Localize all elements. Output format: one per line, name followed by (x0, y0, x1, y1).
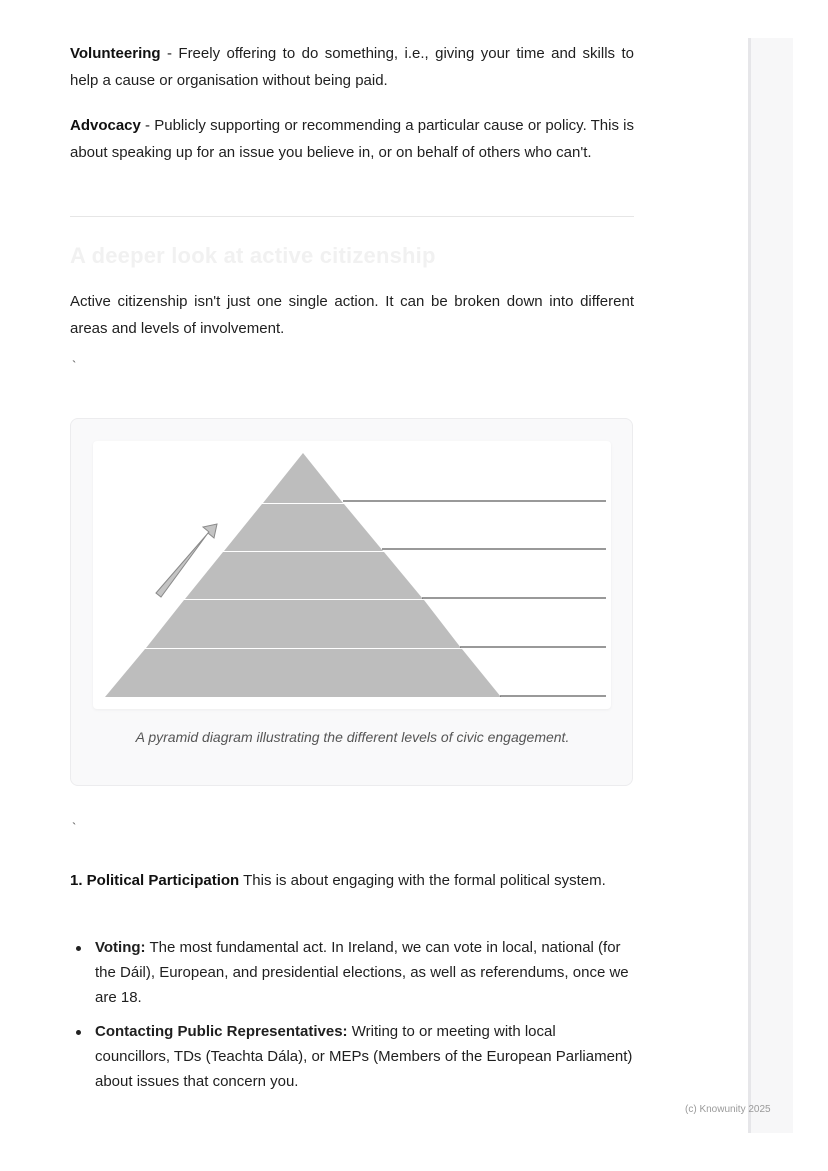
political-bullet-list (70, 935, 634, 1103)
list-item (70, 935, 634, 1010)
political-text: This is about engaging with the formal political system. (239, 872, 606, 889)
stray-tick: ` (72, 358, 77, 373)
bullet-term: Voting: (95, 939, 146, 956)
definition-term: Advocacy (70, 117, 141, 134)
definition-advocacy (70, 112, 634, 166)
copyright-footer: (c) Knowunity 2025 (685, 1104, 771, 1115)
pyramid-level-3 (185, 552, 423, 599)
list-item (70, 1019, 634, 1094)
bullet-text: The most fundamental act. In Ireland, we can vote in local, national (for the Dáil), European, and presidential elections, as well as referendums, once we are 18. (95, 939, 629, 1006)
stray-tick: ` (72, 820, 77, 835)
pyramid-level-4 (146, 600, 461, 648)
pyramid-level-1 (263, 453, 343, 503)
pyramid-diagram-panel (93, 441, 611, 709)
figure-caption: A pyramid diagram illustrating the different levels of civic engagement. (135, 729, 570, 745)
section-divider (70, 216, 634, 217)
definition-text: - Publicly supporting or recommending a particular cause or policy. This is about speaking up for an issue you believe in, or on behalf of others who can't. (70, 117, 634, 161)
section-intro: Active citizenship isn't just one single action. It can be broken down into different areas and levels of involvement. (70, 293, 634, 337)
pyramid-diagram (93, 441, 611, 709)
page-sidebar (748, 38, 793, 1133)
definition-term: Volunteering (70, 45, 161, 62)
pyramid-figure (70, 418, 633, 786)
pyramid-level-5 (105, 649, 501, 697)
bullet-term: Contacting Public Representatives: (95, 1023, 348, 1040)
definition-text: - Freely offering to do something, i.e., giving your time and skills to help a cause or organisation without being paid. (70, 45, 634, 89)
political-participation-paragraph (70, 867, 606, 894)
section-title: A deeper look at active citizenship (70, 243, 436, 268)
bullet-text: Writing to or meeting with local councillors, TDs (Teachta Dála), or MEPs (Members of the European Parliament) about issues that concern you. (95, 1023, 633, 1090)
definition-volunteering (70, 40, 634, 94)
political-heading: 1. Political Participation (70, 872, 240, 889)
pyramid-level-2 (224, 504, 383, 551)
